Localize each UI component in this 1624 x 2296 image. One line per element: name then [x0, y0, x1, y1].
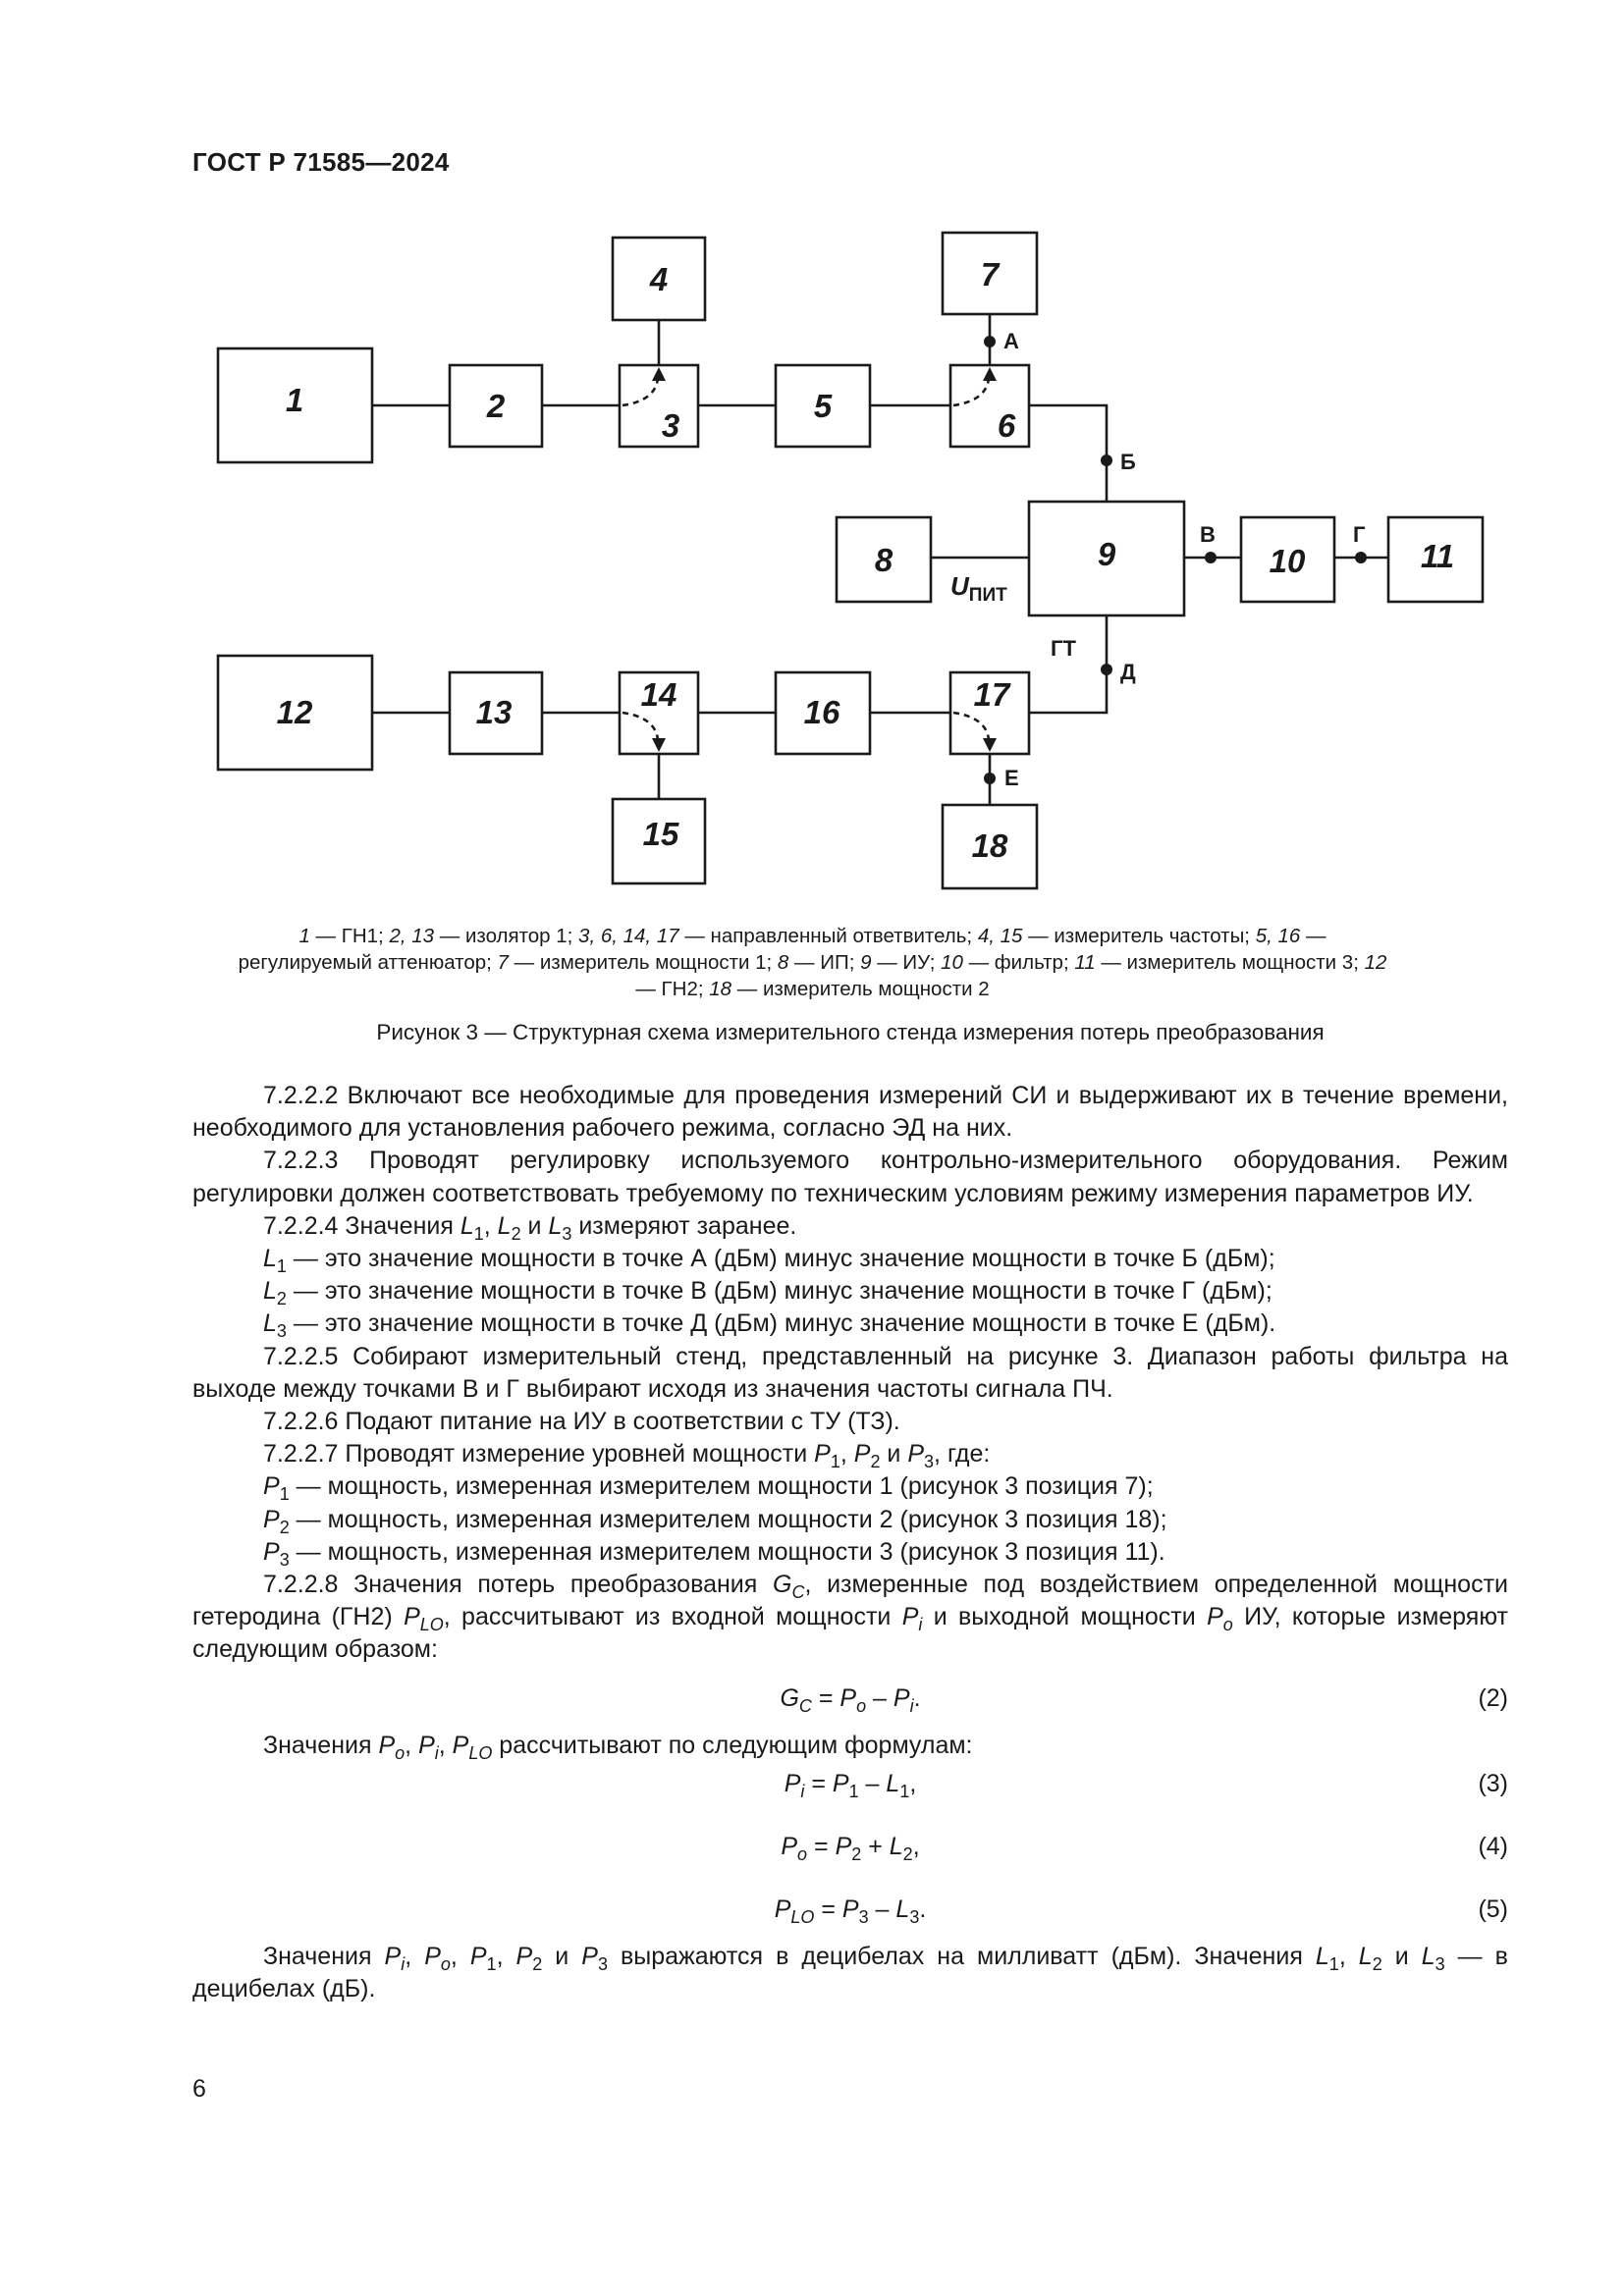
- block-16-label: 16: [803, 694, 840, 730]
- sub: [790, 1907, 814, 1927]
- document-header: ГОСТ Р 71585—2024: [192, 147, 450, 177]
- point-b-dot: [1101, 454, 1112, 466]
- legend-num: 10: [941, 951, 963, 974]
- block-7-label: 7: [980, 256, 1000, 293]
- var: L: [263, 1309, 277, 1338]
- sub: 1: [1328, 1953, 1339, 1974]
- legend-num: 2, 13: [389, 925, 435, 947]
- var: L: [548, 1211, 563, 1240]
- paragraph-7-2-2-6: 7.2.2.6 Подают питание на ИУ в соответствии с ТУ (ТЗ).: [263, 1408, 900, 1436]
- sub: [856, 1696, 866, 1716]
- op: ,: [1338, 1942, 1359, 1970]
- var: P: [263, 1505, 280, 1533]
- page-number: 6: [192, 2075, 206, 2103]
- sub: 3: [562, 1223, 572, 1244]
- definition-l1: [192, 1243, 1508, 1275]
- paragraph-7-2-2-8: [192, 1569, 1508, 1667]
- sub: [441, 1954, 451, 1974]
- sub: 2: [870, 1452, 881, 1472]
- text-run: ИУ, которые измеряют следующим образом:: [192, 1603, 1508, 1664]
- sub: 3: [279, 1549, 290, 1570]
- text-run: и выходной мощности: [922, 1603, 1208, 1631]
- definition-l3: [192, 1308, 1508, 1340]
- op: .: [913, 1683, 921, 1712]
- var: i: [800, 1781, 805, 1801]
- var: P: [839, 1683, 857, 1712]
- body-text: [192, 1080, 1508, 2005]
- legend-num: 7: [497, 951, 509, 974]
- op: =: [814, 1895, 842, 1923]
- text-run: ,: [483, 1211, 498, 1240]
- point-e-dot: [984, 773, 996, 784]
- text-run: и: [520, 1211, 549, 1240]
- text-run: и: [880, 1440, 908, 1468]
- var: P: [901, 1603, 919, 1631]
- formula-5: [192, 1878, 1508, 1941]
- block-5-label: 5: [813, 388, 833, 424]
- legend-text: — ГН2;: [635, 978, 710, 1000]
- definition-p1: [192, 1470, 1508, 1503]
- paragraph-7-2-2-4: [192, 1210, 1508, 1243]
- formula-expression: [192, 1831, 1508, 1863]
- block-17-label: 17: [973, 676, 1010, 713]
- sub: [1223, 1615, 1233, 1634]
- text-run: и: [1381, 1942, 1422, 1970]
- formula-expression: [192, 1682, 1508, 1715]
- legend-num: 5, 16: [1255, 925, 1301, 947]
- legend-text: — ИУ;: [871, 951, 942, 974]
- point-d-label: Д: [1120, 660, 1136, 684]
- point-a-dot: [984, 336, 996, 347]
- sub: 3: [276, 1321, 287, 1342]
- paragraph-7-2-2-2: 7.2.2.2 Включают все необходимые для проведения измерений СИ и выдерживают их в течение времени, необходимого для установления рабочего режима, согласно ЭД на них.: [192, 1082, 1508, 1143]
- point-g-dot: [1355, 552, 1367, 563]
- text-run: — в децибелах (дБ).: [192, 1942, 1508, 2003]
- legend-text: — направленный ответвитель;: [678, 925, 978, 947]
- sub: 1: [848, 1781, 859, 1801]
- sub: 2: [279, 1517, 290, 1537]
- legend-num: 11: [1074, 951, 1096, 974]
- var: P: [581, 1942, 598, 1970]
- legend-text: — измеритель мощности 1;: [508, 951, 778, 974]
- formula-expression: [192, 1894, 1508, 1926]
- op: +: [861, 1832, 890, 1860]
- point-g-label: Г: [1353, 522, 1366, 547]
- var: L: [263, 1245, 277, 1273]
- text-run: — мощность, измеренная измерителем мощности 2 (рисунок 3 позиция 18);: [289, 1505, 1167, 1533]
- var: L: [889, 1832, 903, 1860]
- sub: [797, 1844, 807, 1864]
- var: G: [772, 1571, 792, 1599]
- var: L: [263, 1277, 277, 1306]
- block-15-label: 15: [642, 816, 679, 852]
- var: P: [893, 1683, 910, 1712]
- var: P: [774, 1895, 791, 1923]
- point-d-dot: [1101, 664, 1112, 675]
- op: –: [858, 1769, 887, 1797]
- supply-voltage-label: [950, 571, 1007, 606]
- var: P: [907, 1440, 925, 1468]
- text-run: ,: [839, 1440, 854, 1468]
- legend-num: 9: [860, 951, 872, 974]
- point-a-label: А: [1003, 329, 1019, 353]
- var: LO: [419, 1615, 444, 1635]
- formula-number: (3): [1478, 1769, 1508, 1797]
- op: –: [868, 1895, 896, 1923]
- op: ,: [405, 1731, 419, 1759]
- var: i: [434, 1742, 439, 1763]
- var: G: [780, 1683, 799, 1712]
- var: P: [384, 1942, 402, 1970]
- legend-text: — измеритель частоты;: [1022, 925, 1251, 947]
- var: P: [378, 1731, 396, 1759]
- var: P: [1207, 1603, 1223, 1631]
- op: .: [919, 1895, 927, 1923]
- point-e-label: Е: [1004, 766, 1019, 790]
- legend-num: 4, 15: [977, 925, 1023, 947]
- sub: 1: [276, 1256, 287, 1277]
- text-run: — это значение мощности в точке В (дБм) минус значение мощности в точке Г (дБм);: [286, 1277, 1272, 1306]
- formula-expression: [192, 1768, 1508, 1800]
- legend-text: — регулируемый аттенюатор;: [238, 925, 1326, 974]
- text-run: , измеренные под воздействием определенной мощности гетеродина (ГН2): [192, 1571, 1508, 1631]
- block-10-label: 10: [1269, 543, 1306, 579]
- text-run: Значения: [263, 1731, 379, 1759]
- definition-p2: [192, 1504, 1508, 1536]
- block-2-label: 2: [486, 388, 506, 424]
- paragraph-units: [192, 1941, 1508, 2005]
- var: i: [909, 1695, 914, 1716]
- var: P: [781, 1832, 798, 1860]
- var: L: [460, 1211, 474, 1240]
- op: ,: [909, 1769, 917, 1797]
- var: P: [835, 1832, 852, 1860]
- op: ,: [496, 1942, 516, 1970]
- op: –: [866, 1683, 893, 1712]
- var: L: [1421, 1942, 1435, 1970]
- var: P: [469, 1942, 487, 1970]
- sub: 1: [830, 1452, 840, 1472]
- block-12-label: 12: [276, 694, 313, 730]
- text-run: выражаются в децибелах на милливатт (дБм). Значения: [607, 1942, 1316, 1970]
- op: ,: [405, 1942, 425, 1970]
- legend-text: — ГН1;: [309, 925, 390, 947]
- sub: [791, 1582, 804, 1602]
- sub: 3: [909, 1906, 920, 1927]
- text-run: 7.2.2.7 Проводят измерение уровней мощности: [263, 1440, 815, 1468]
- sub: 2: [276, 1289, 287, 1309]
- sub: 2: [1372, 1953, 1382, 1974]
- sub: [799, 1696, 812, 1716]
- point-v-dot: [1205, 552, 1217, 563]
- text-run: — мощность, измеренная измерителем мощности 1 (рисунок 3 позиция 7);: [289, 1472, 1154, 1501]
- definition-l2: [192, 1275, 1508, 1308]
- block-14-label: 14: [640, 676, 677, 713]
- var: L: [1358, 1942, 1373, 1970]
- legend-num: 1: [298, 925, 310, 947]
- var: i: [401, 1953, 406, 1974]
- var: P: [404, 1603, 420, 1631]
- sub: 3: [1435, 1953, 1445, 1974]
- point-b-label: Б: [1120, 450, 1136, 474]
- legend-text: — измеритель мощности 3;: [1095, 951, 1365, 974]
- text-run: Значения: [263, 1942, 385, 1970]
- text-run: — это значение мощности в точке Д (дБм) минус значение мощности в точке Е (дБм).: [286, 1309, 1276, 1338]
- var: L: [1315, 1942, 1329, 1970]
- block-18-label: 18: [971, 828, 1008, 864]
- text-run: , рассчитывают из входной мощности: [443, 1603, 902, 1631]
- text-run: , где:: [934, 1440, 991, 1468]
- op: ,: [438, 1731, 453, 1759]
- structural-diagram: [0, 0, 1624, 903]
- legend-num: 18: [709, 978, 732, 1000]
- var: LO: [468, 1742, 493, 1763]
- text-run: — это значение мощности в точке А (дБм) минус значение мощности в точке Б (дБм);: [286, 1245, 1275, 1273]
- op: =: [804, 1769, 833, 1797]
- heterodyne-label: ГТ: [1051, 636, 1076, 661]
- legend-text: — измеритель мощности 2: [731, 978, 990, 1000]
- var: o: [1222, 1615, 1233, 1635]
- formula-number: (5): [1478, 1895, 1508, 1923]
- text-run: — мощность, измеренная измерителем мощности 3 (рисунок 3 позиция 11).: [289, 1537, 1165, 1566]
- wire-6-9: [1029, 405, 1107, 502]
- supply-voltage-symbol: U: [950, 571, 969, 601]
- legend-num: 3, 6, 14, 17: [578, 925, 679, 947]
- text-run: 7.2.2.4 Значения: [263, 1211, 460, 1240]
- paragraph-7-2-2-5: 7.2.2.5 Собирают измерительный стенд, представленный на рисунке 3. Диапазон работы фильтра на выходе между точками В и Г выбирают исходя из значения частоты сигнала ПЧ.: [192, 1342, 1508, 1403]
- var: P: [418, 1731, 435, 1759]
- block-4-label: 4: [649, 261, 669, 297]
- op: ,: [912, 1832, 920, 1860]
- sub: 2: [511, 1223, 521, 1244]
- paragraph-7-2-2-3: 7.2.2.3 Проводят регулировку используемого контрольно-измерительного оборудования. Режим регулировки должен соответствовать требуемому по техническим условиям режиму измерения параметров ИУ.: [192, 1147, 1508, 1207]
- var: C: [791, 1582, 805, 1603]
- text-run: и: [542, 1942, 582, 1970]
- block-11-label: 11: [1420, 538, 1455, 574]
- sub: 1: [473, 1223, 484, 1244]
- legend-num: 12: [1364, 951, 1387, 974]
- var: L: [895, 1895, 910, 1923]
- formula-3: [192, 1752, 1508, 1815]
- legend-text: — изолятор 1;: [434, 925, 579, 947]
- supply-voltage-subscript: ПИТ: [968, 585, 1007, 606]
- figure-caption: Рисунок 3 — Структурная схема измерительного стенда измерения потерь преобразования: [376, 1020, 1325, 1044]
- var: P: [515, 1942, 533, 1970]
- var: P: [784, 1769, 801, 1797]
- var: P: [841, 1895, 859, 1923]
- sub: [420, 1615, 444, 1634]
- var: P: [853, 1440, 871, 1468]
- formula-number: (4): [1478, 1832, 1508, 1860]
- block-13-label: 13: [475, 694, 513, 730]
- formula-number: (2): [1478, 1683, 1508, 1712]
- var: o: [395, 1742, 406, 1763]
- var: P: [424, 1942, 441, 1970]
- op: ,: [450, 1942, 470, 1970]
- var: P: [263, 1472, 280, 1501]
- sub: 2: [902, 1843, 913, 1864]
- sub: 1: [486, 1953, 497, 1974]
- op: =: [811, 1683, 840, 1712]
- legend-text: — фильтр;: [962, 951, 1075, 974]
- paragraph-7-2-2-7: [192, 1438, 1508, 1470]
- op: =: [807, 1832, 836, 1860]
- sub: 1: [899, 1781, 910, 1801]
- block-6-label: 6: [997, 407, 1016, 444]
- sub: 2: [532, 1953, 543, 1974]
- sub: 3: [858, 1906, 869, 1927]
- legend-num: 8: [777, 951, 789, 974]
- sub: 1: [279, 1484, 290, 1505]
- var: C: [798, 1695, 812, 1716]
- var: o: [856, 1695, 867, 1716]
- var: L: [497, 1211, 512, 1240]
- legend-text: — ИП;: [788, 951, 861, 974]
- block-9-label: 9: [1097, 536, 1116, 572]
- block-1-label: 1: [285, 382, 304, 418]
- text-run: рассчитывают по следующим формулам:: [492, 1731, 973, 1759]
- formula-2: [192, 1667, 1508, 1730]
- var: L: [886, 1769, 900, 1797]
- text-run: измеряют заранее.: [571, 1211, 797, 1240]
- var: o: [440, 1953, 451, 1974]
- var: i: [918, 1615, 923, 1635]
- block-8-label: 8: [874, 542, 893, 578]
- var: P: [263, 1537, 280, 1566]
- sub: 3: [597, 1953, 608, 1974]
- formula-4: [192, 1815, 1508, 1878]
- text-run: 7.2.2.8 Значения потерь преобразования: [263, 1571, 773, 1599]
- point-v-label: В: [1200, 522, 1216, 547]
- sub: 2: [851, 1843, 862, 1864]
- var: P: [814, 1440, 831, 1468]
- definition-p3: [192, 1536, 1508, 1569]
- sub: 3: [924, 1452, 935, 1472]
- var: o: [797, 1843, 808, 1864]
- var: P: [832, 1769, 849, 1797]
- figure-legend: [236, 923, 1389, 1002]
- var: P: [452, 1731, 469, 1759]
- wire-9-17: [1029, 615, 1107, 713]
- block-3-label: 3: [661, 407, 680, 444]
- var: LO: [790, 1906, 815, 1927]
